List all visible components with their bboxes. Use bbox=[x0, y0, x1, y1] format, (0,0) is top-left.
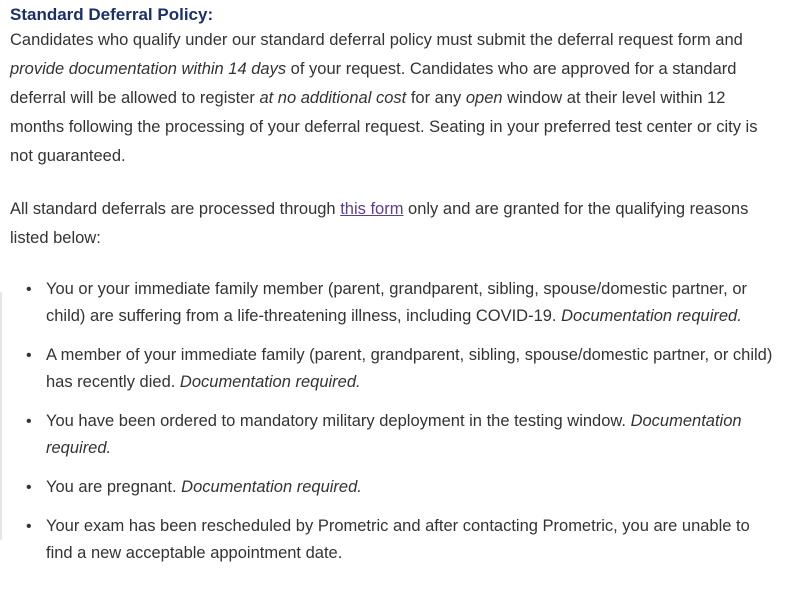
policy-heading: Standard Deferral Policy: bbox=[10, 5, 214, 24]
bullet-icon: • bbox=[26, 413, 32, 430]
bullet-icon: • bbox=[26, 518, 32, 535]
bullet-icon: • bbox=[26, 281, 32, 298]
policy-emphasis-no-cost: at no additional cost bbox=[259, 89, 407, 107]
reason-item-death bbox=[26, 342, 778, 396]
bullet-icon: • bbox=[26, 479, 32, 496]
left-border-rule bbox=[0, 292, 2, 540]
form-paragraph bbox=[10, 195, 778, 253]
reasons-list bbox=[10, 276, 778, 567]
reason-text: You are pregnant. bbox=[46, 478, 182, 496]
policy-text-4: window at their level within 12 months following the processing of your deferral request. Seating in your preferred test center or city is not guaranteed. bbox=[10, 89, 758, 165]
policy-emphasis-documentation: provide documentation within 14 days bbox=[10, 60, 287, 78]
documentation-note: Documentation required. bbox=[179, 373, 361, 391]
reason-item-illness bbox=[26, 276, 778, 330]
documentation-note: Documentation required. bbox=[46, 412, 742, 457]
reason-item-rescheduled bbox=[26, 513, 778, 567]
policy-text-3: for any bbox=[406, 89, 466, 107]
reason-item-military bbox=[26, 408, 778, 462]
policy-text-1: Candidates who qualify under our standard deferral policy must submit the deferral request form and bbox=[10, 31, 743, 49]
reason-item-pregnancy bbox=[26, 474, 778, 501]
documentation-note: Documentation required. bbox=[561, 307, 742, 325]
reason-text: A member of your immediate family (parent, grandparent, sibling, spouse/domestic partner, or child) has recently died. bbox=[46, 346, 773, 391]
reason-text: You have been ordered to mandatory military deployment in the testing window. bbox=[46, 412, 631, 430]
reason-text: Your exam has been rescheduled by Prometric and after contacting Prometric, you are unable to find a new acceptable appointment date. bbox=[46, 517, 750, 562]
reason-text: You or your immediate family member (parent, grandparent, sibling, spouse/domestic partner, or child) are suffering from a life-threatening illness, including COVID-19. bbox=[46, 280, 747, 325]
form-text-before: All standard deferrals are processed through bbox=[10, 200, 341, 218]
this-form-link[interactable]: this form bbox=[340, 200, 404, 218]
policy-text-2: of your request. Candidates who are approved for a standard deferral will be allowed to register bbox=[10, 60, 737, 107]
documentation-note: Documentation required. bbox=[181, 478, 362, 496]
policy-emphasis-open: open bbox=[465, 89, 503, 107]
form-text-after: only and are granted for the qualifying reasons listed below: bbox=[10, 200, 749, 247]
policy-paragraph bbox=[10, 26, 778, 171]
bullet-icon: • bbox=[26, 347, 32, 364]
